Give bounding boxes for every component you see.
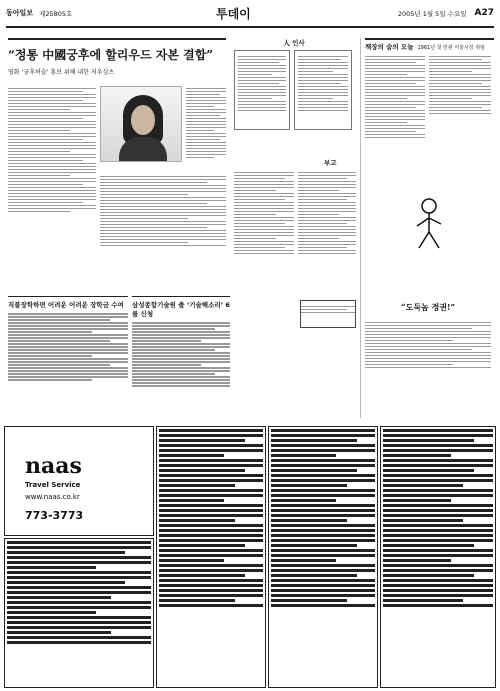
column-body-right (429, 54, 491, 116)
issue-date: 2005년 1월 5일 수요일 (397, 9, 467, 18)
feature-headline: “정통 中國궁후에 할리우드 자본 결합” (8, 38, 226, 63)
sub-article-left (8, 296, 128, 416)
feature-article (8, 38, 226, 292)
sub-article-right (132, 296, 230, 416)
ad-block-1 (4, 538, 154, 688)
classified-ads (4, 426, 496, 688)
column-title: 책장의 숨의 오늘 (365, 43, 414, 51)
feature-body-left (8, 86, 96, 214)
obituary-title: 부고 (324, 159, 337, 167)
portrait-photo-icon (100, 86, 182, 162)
ad-block-4 (380, 426, 496, 688)
bulletin-title: 人 인사 (283, 39, 305, 47)
obituary-col-1 (234, 170, 294, 256)
feature-body-bottom (100, 174, 226, 248)
page-number: A27 (474, 8, 494, 18)
newspaper-name: 동아일보 (6, 8, 34, 17)
section-title: 투데이 (216, 7, 251, 21)
history-column (360, 38, 494, 418)
small-ad (300, 300, 356, 328)
issue-number: 제25805호 (39, 9, 73, 18)
cartoon-figure-icon (409, 196, 449, 252)
sub-article-right-title: 삼성종합기술원 줄 ‘기술해소리’ 6를 신청 (132, 296, 230, 318)
obituary-col-2 (298, 170, 356, 256)
page-header (6, 4, 494, 28)
naas-phone: 773-3773 (25, 509, 84, 522)
naas-company: Travel Service (25, 481, 81, 489)
personnel-bulletin (234, 38, 354, 138)
ad-block-3 (268, 426, 378, 688)
column-subtitle: 1961년 첫 민관 서울시장 취임 (417, 45, 485, 51)
naas-site: www.naas.co.kr (25, 493, 80, 501)
feature-byline: 영화 ‘궁후허슬’ 홍보 위해 내한 저우싱츠 (8, 69, 115, 76)
bulletin-box-right (294, 50, 352, 130)
header-left (6, 8, 72, 18)
naas-brand: naas (25, 453, 82, 479)
column-body-bottom (365, 320, 491, 370)
header-right (398, 8, 494, 18)
bulletin-box-left (234, 50, 290, 130)
ad-block-2 (156, 426, 266, 688)
sub-article-left-title: 직불장학하면 어려운 어려운 장학금 수여 (8, 296, 128, 309)
ad-naas (4, 426, 154, 536)
feature-body-right (186, 86, 226, 160)
column-quote: “도둑놈 정권!” (401, 302, 456, 312)
column-body-left (365, 54, 425, 140)
column-header (365, 38, 494, 51)
